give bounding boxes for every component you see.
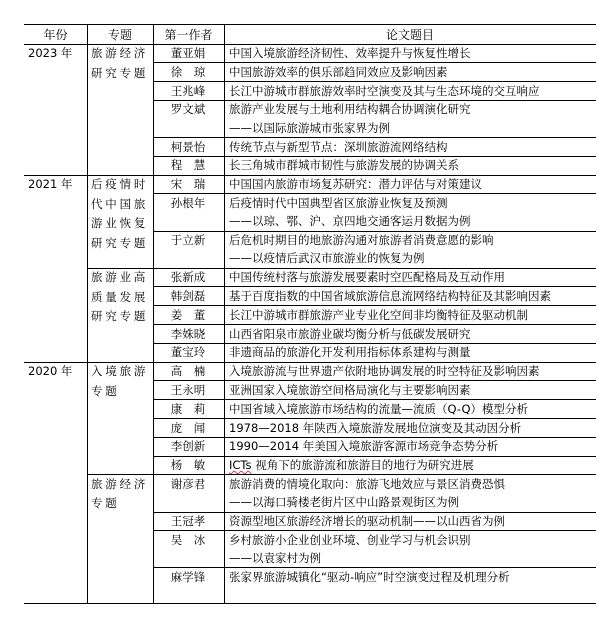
title-cell: ——以袁家村为例 [229, 551, 321, 566]
author-cell: 柯景怡 [170, 139, 206, 154]
title-cell: 入境旅游流与世界遗产依附地协调发展的时空特征及影响因素 [229, 364, 540, 379]
title-cell: 1978—2018 年陕西入境旅游发展地位演变及其动因分析 [229, 420, 522, 435]
column-divider [87, 25, 88, 603]
title-cell: ICTs 视角下的旅游流和旅游目的地行为研究进展 [229, 458, 474, 473]
paper-table [24, 24, 596, 604]
author-cell: 李创新 [170, 439, 206, 454]
topic-cell: 研究专题 [91, 309, 149, 324]
topic-cell: 入境旅游 [91, 364, 149, 379]
topic-cell: 旅游经济 [91, 46, 149, 60]
topic-cell: 游业恢复 [91, 216, 149, 231]
title-cell: ——以琼、鄂、沪、京四地交通客运月数据为例 [229, 214, 471, 229]
title-cell: 资源型地区旅游经济增长的驱动机制——以山西省为例 [229, 514, 505, 528]
header-topic: 专题 [107, 28, 132, 42]
title-cell: 中国省域入境旅游市场结构的流量—流质（Q-Q）模型分析 [229, 401, 528, 416]
title-cell: 长江中游城市群旅游产业专业化空间非均衡特征及驱动机制 [229, 307, 528, 322]
author-cell: 于立新 [170, 233, 206, 247]
header-author: 第一作者 [164, 28, 213, 42]
title-cell: 中国旅游效率的俱乐部趋同效应及影响因素 [229, 64, 448, 79]
title-cell: 非遗商品的旅游化开发利用指标体系建构与测量 [229, 345, 471, 360]
author-cell: 庞 闻 [170, 420, 206, 435]
column-divider [153, 25, 154, 603]
header-title: 论文题目 [385, 28, 434, 42]
title-cell: 长三角城市群城市韧性与旅游发展的协调关系 [229, 158, 459, 173]
author-cell: 李姝晓 [170, 326, 206, 341]
author-cell: 董亚娟 [170, 46, 206, 60]
topic-cell: 研究专题 [91, 65, 149, 80]
title-cell: 传统节点与新型节点：深圳旅游流网络结构 [229, 139, 448, 154]
title-cell: 长江中游城市群旅游效率时空演变及其与生态环境的交互响应 [229, 83, 540, 98]
topic-cell: 研究专题 [91, 235, 149, 250]
author-cell: 董宝玲 [170, 345, 206, 360]
title-cell: 1990—2014 年美国入境旅游客源市场竞争态势分析 [229, 439, 499, 454]
author-cell: 康 莉 [170, 401, 206, 416]
title-cell: 张家界旅游城镇化“驱动-响应”时空演变过程及机理分析 [229, 569, 510, 584]
topic-cell: 旅游经济 [91, 476, 149, 491]
author-cell: 韩剑磊 [170, 288, 206, 303]
author-cell: 宋 瑞 [170, 177, 206, 192]
title-cell: 中国传统村落与旅游发展要素时空匹配格局及互动作用 [229, 270, 505, 285]
author-cell: 孙根年 [170, 195, 206, 210]
year-cell: 2023 年 [28, 46, 73, 60]
title-cell: 旅游消费的情境化取向：旅游飞地效应与景区消费恐惧 [229, 476, 505, 491]
title-cell: 亚洲国家入境旅游空间格局演化与主要影响因素 [229, 382, 471, 397]
author-cell: 王冠孝 [170, 514, 206, 528]
author-cell: 谢彦君 [170, 476, 206, 491]
title-cell: ——以疫情后武汉市旅游业的恢复为例 [229, 251, 425, 266]
title-cell: ——以海口骑楼老街片区中山路景观街区为例 [229, 495, 459, 510]
title-cell: 旅游产业发展与土地利用结构耦合协调演化研究 [229, 102, 471, 117]
author-cell: 程 慧 [170, 158, 206, 173]
header-year: 年份 [43, 28, 68, 42]
title-cell: ——以国际旅游城市张家界为例 [229, 120, 390, 135]
column-divider [224, 25, 225, 603]
title-cell: 乡村旅游小企业创业环境、创业学习与机会识别 [229, 532, 471, 547]
topic-cell: 旅游业高 [91, 270, 149, 285]
title-cell: 中国入境旅游经济韧性、效率提升与恢复性增长 [229, 46, 471, 60]
topic-cell: 专题 [91, 383, 120, 398]
author-cell: 罗文斌 [170, 102, 206, 117]
author-cell: 王永明 [170, 382, 206, 397]
topic-cell: 质量发展 [91, 289, 149, 304]
author-cell: 王兆峰 [170, 83, 206, 98]
title-cell: 后危机时期目的地旅游沟通对旅游者消费意愿的影响 [229, 233, 494, 247]
author-cell: 徐 琼 [170, 64, 206, 79]
author-cell: 麻学锋 [170, 569, 206, 584]
topic-cell: 代中国旅 [91, 196, 149, 211]
author-cell: 高 楠 [170, 364, 206, 379]
author-cell: 张新成 [170, 270, 206, 285]
author-cell: 杨 敏 [170, 458, 206, 473]
spellcheck-underline: ICTs [229, 458, 252, 473]
title-cell: 基于百度指数的中国省域旅游信息流网络结构特征及其影响因素 [229, 288, 551, 303]
year-cell: 2020 年 [28, 364, 73, 379]
year-cell: 2021 年 [28, 177, 73, 192]
title-cell: 山西省阳泉市旅游业碳均衡分析与低碳发展研究 [229, 326, 471, 341]
topic-cell: 专题 [91, 496, 120, 511]
title-cell: 中国国内旅游市场复苏研究：潜力评估与对策建议 [229, 177, 482, 192]
author-cell: 姜 董 [170, 307, 206, 322]
title-cell: 后疫情时代中国典型省区旅游业恢复及预测 [229, 195, 448, 210]
author-cell: 吴 冰 [170, 532, 206, 547]
topic-cell: 后疫情时 [91, 177, 149, 192]
